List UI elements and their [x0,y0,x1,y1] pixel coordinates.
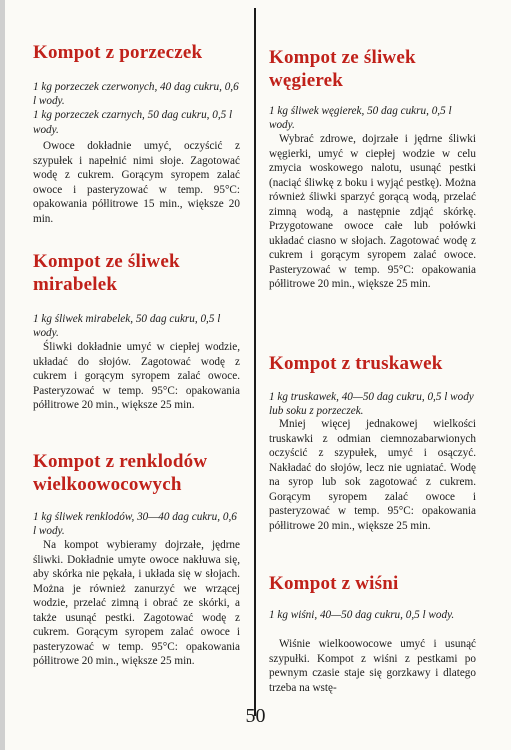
recipe-ingredients: 1 kg śliwek mirabelek, 50 dag cukru, 0,5 l wody. [33,313,221,340]
recipe-title: Kompot ze śliwek węgierek [269,47,416,91]
recipe-instructions: Mniej więcej jednakowej wielkości truskawki z odmian ciemnozabarwionych oczyścić z szypułek, umyć i osączyć. Nakładać do słojów, lecz nie ugniatać. Wodę na syrop lub sok zagotować z cukrem. Gorącym syropem zalać owoce i pasteryzować w temp. 95°C: opakowania półlitrowe 20 min., większe 25 min. [269,418,476,532]
recipe-title: Kompot z porzeczek [33,42,203,63]
recipe-instructions: Na kompot wybieramy dojrzałe, jędrne śliwki. Dokładnie umyte owoce nakłuwa się, aby skórka nie pękała, i układa się w słojach. Można je również zanurzyć we wrzącej wodzie, przelać zimną i obrać ze skórki, a także usunąć pestki. Zagotować wodę z cukrem. Gorącym syropem zalać owoce i pasteryzować w temp. 95°C: opakowania półlitrowe 20 min., większe 25 min. [33,539,240,667]
recipe-instructions: Wiśnie wielkoowocowe umyć i usunąć szypułki. Kompot z wiśni z pestkami po pewnym czasie staje się gorzkawy i dlatego trzeba na wstę- [269,638,476,694]
recipe-title: Kompot z truskawek [269,353,443,374]
recipe-instructions: Wybrać zdrowe, dojrzałe i jędrne śliwki węgierki, umyć w ciepłej wodzie w celu zmycia woskowego nalotu, usunąć pestki (naciąć śliwkę z boku i wyjąć pestkę). Można również śliwki sparzyć gorącą wodą, przelać zimną wodą, a następnie zdjąć skórkę. Przygotowane owoce całe lub połówki układać ciasno w słojach. Zagotować wodę z cukrem i gorącym syropem zalać owoce. Pasteryzować w temp. 95°C: opakowania półlitrowe 20 min., większe 25 min. [269,133,476,290]
right-column [255,0,511,750]
recipe-title: Kompot ze śliwek mirabelek [33,251,180,295]
page-number: 50 [245,705,266,727]
recipe-ingredients: 1 kg śliwek węgierek, 50 dag cukru, 0,5 l wody. [269,105,452,132]
left-column [0,0,255,750]
recipe-ingredients: 1 kg porzeczek czerwonych, 40 dag cukru, 0,6 l wody. 1 kg porzeczek czarnych, 50 dag cukru, 0,5 l wody. [33,81,239,136]
recipe-title: Kompot z wiśni [269,573,399,594]
recipe-instructions: Śliwki dokładnie umyć w ciepłej wodzie, układać do słojów. Zagotować wodę z cukrem i gorącym syropem zalać owoce. Pasteryzować w temp. 95°C: opakowania półlitrowe 20 min., większe 25 min. [33,341,240,411]
recipe-instructions: Owoce dokładnie umyć, oczyścić z szypułek i napełnić nimi słoje. Zagotować wodę z cukrem. Gorącym syropem zalać owoce i pasteryzować w temp. 95°C: opakowania półlitrowe 15 min., większe 20 min. [33,140,240,225]
recipe-title: Kompot z renklodów wielkoowocowych [33,451,208,495]
recipe-ingredients: 1 kg śliwek renklodów, 30—40 dag cukru, 0,6 l wody. [33,511,237,538]
recipe-ingredients: 1 kg wiśni, 40—50 dag cukru, 0,5 l wody. [269,609,455,621]
recipe-ingredients: 1 kg truskawek, 40—50 dag cukru, 0,5 l wody lub soku z porzeczek. [269,391,474,418]
